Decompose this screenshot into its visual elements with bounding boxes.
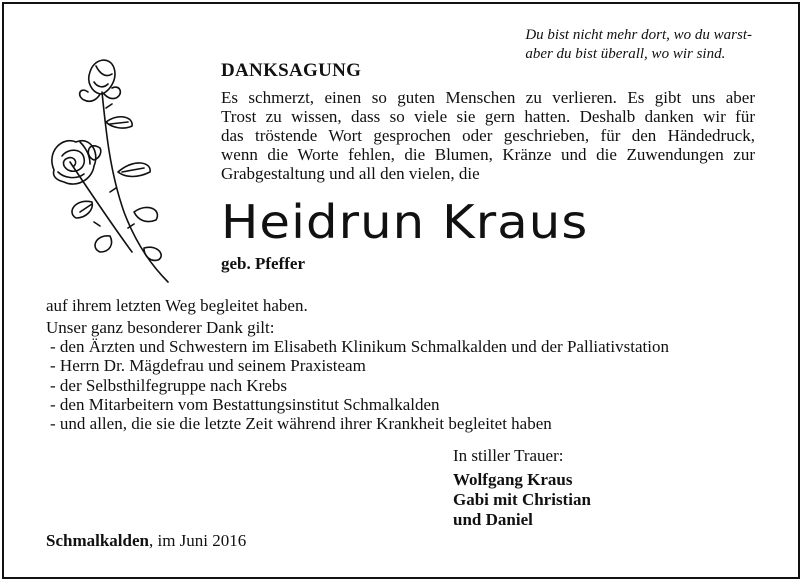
thanks-title: Unser ganz besonderer Dank gilt: [46,318,275,337]
intro-line: Grabgestaltung und all den vielen, die [221,164,480,183]
mourner-name: Gabi mit Christian [453,490,591,509]
quote-line: aber du bist überall, wo wir sind. [525,46,726,62]
epigraph-quote [525,26,752,64]
intro-line: wenn die Worte fehlen, die Blumen, Kränze und die Zuwendungen zur [221,145,755,164]
after-text: auf ihrem letzten Weg begleitet haben. [46,296,308,315]
place-name: Schmalkalden [46,531,149,550]
list-item: - und allen, die sie die letzte Zeit während ihrer Krankheit begleitet haben [50,414,552,434]
mourning-label: In stiller Trauer: [453,446,564,465]
mourner-name: und Daniel [453,510,533,529]
notice-heading: DANKSAGUNG [221,60,362,81]
intro-line: Trost zu wissen, dass so viele sie gern hatten. Deshalb danken wir für [221,107,755,126]
deceased-name: Heidrun Kraus [221,195,589,249]
maiden-name: geb. Pfeffer [221,254,306,273]
list-item: - der Selbsthilfegruppe nach Krebs [50,375,287,395]
list-item: - den Mitarbeitern vom Bestattungsinstitut Schmalkalden [50,394,440,414]
quote-line: Du bist nicht mehr dort, wo du warst- [525,27,752,43]
place-date [46,531,246,551]
thanks-list [50,337,669,433]
intro-line: Es schmerzt, einen so guten Menschen zu verlieren. Es gibt uns aber [221,88,755,107]
list-item: - den Ärzten und Schwestern im Elisabeth Klinikum Schmalkalden und der Palliativstation [50,337,669,356]
date-text: , im Juni 2016 [148,531,247,550]
mourner-name: Wolfgang Kraus [453,470,573,489]
list-item: - Herrn Dr. Mägdefrau und seinem Praxisteam [50,356,366,376]
rose-icon [40,52,180,284]
intro-line: das tröstende Wort gesprochen oder geschrieben, für den Händedruck, [221,126,755,145]
intro-paragraph [221,88,755,183]
mourners-list [453,470,591,530]
